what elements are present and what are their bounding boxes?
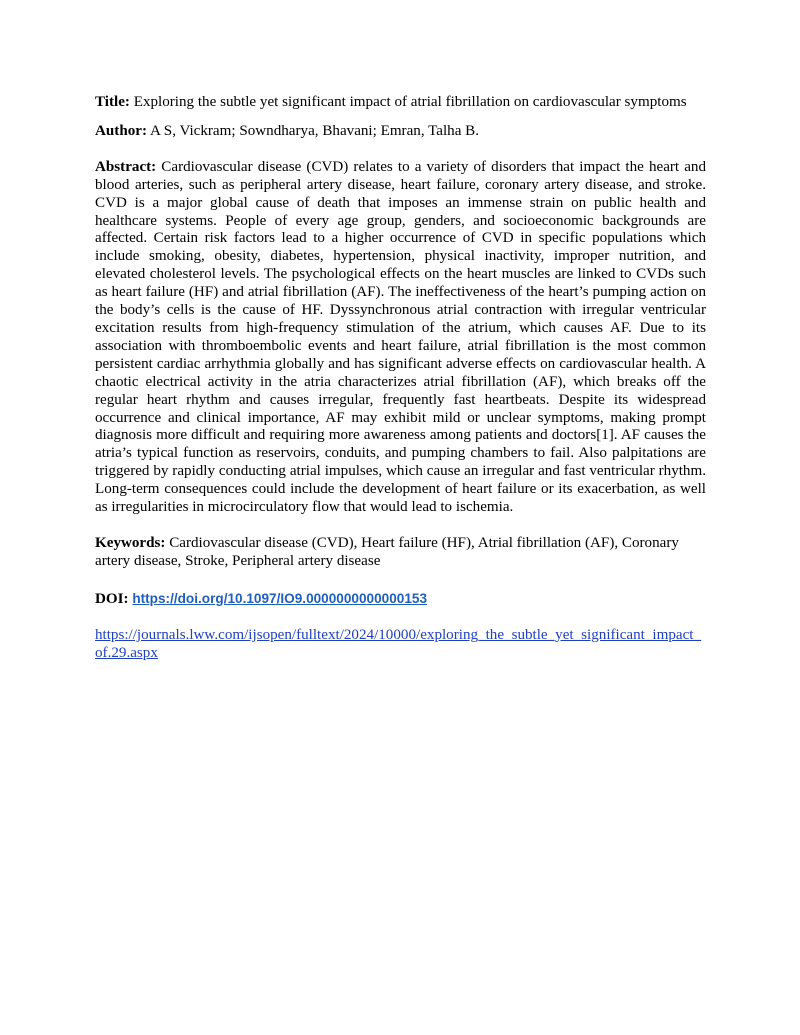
document-page — [95, 94, 706, 662]
doi-label: DOI: — [95, 590, 129, 607]
source-url-link[interactable]: https://journals.lww.com/ijsopen/fulltext/2024/10000/exploring_the_subtle_yet_significant_impact_of.29.aspx — [95, 626, 702, 661]
author-label: Author: — [95, 122, 147, 139]
abstract-text: Cardiovascular disease (CVD) relates to a variety of disorders that impact the heart and blood arteries, such as peripheral artery disease, heart failure, coronary artery disease, and stroke. CVD is a major global cause of death that imposes an immense strain on public health and healthcare systems. People of every age group, genders, and socioeconomic backgrounds are affected. Certain risk factors lead to a higher occurrence of CVD in specific populations which include smoking, obesity, diabetes, hypertension, physical inactivity, improper nutrition, and elevated cholesterol levels. The psychological effects on the heart muscles are linked to CVDs such as heart failure (HF) and atrial fibrillation (AF). The ineffectiveness of the heart’s pumping action on the body’s cells is the cause of HF. Dyssynchronous atrial contraction with irregular ventricular excitation results from high-frequency stimulation of the atrium, which causes AF. Due to its association with thromboembolic events and heart failure, atrial fibrillation is the most common persistent cardiac arrhythmia globally and has significant adverse effects on cardiovascular health. A chaotic electrical activity in the atria characterizes atrial fibrillation (AF), which breaks off the regular heart rhythm and causes irregular, frequently fast heartbeats. Despite its widespread occurrence and clinical importance, AF may exhibit mild or unclear symptoms, making prompt diagnosis more difficult and requiring more awareness among patients and doctors[1]. AF causes the atria’s typical function as reservoirs, conduits, and pumping chambers to fail. Also palpitations are triggered by rapidly conducting atrial impulses, which cause an irregular and fast ventricular rhythm. Long-term consequences could include the development of heart failure or its exacerbation, as well as irregularities in microcirculatory flow that would lead to ischemia. — [95, 158, 706, 516]
doi-line — [95, 590, 706, 609]
keywords-label: Keywords: — [95, 534, 166, 551]
author-line — [95, 123, 706, 141]
source-url-line — [95, 627, 706, 663]
keywords-text: Cardiovascular disease (CVD), Heart failure (HF), Atrial fibrillation (AF), Coronary artery disease, Stroke, Peripheral artery disease — [95, 534, 679, 569]
title-label: Title: — [95, 94, 130, 110]
abstract-label: Abstract: — [95, 158, 157, 175]
keywords-line — [95, 535, 706, 571]
title-line — [95, 94, 706, 112]
abstract-paragraph — [95, 159, 706, 517]
doi-link[interactable]: https://doi.org/10.1097/IO9.0000000000000153 — [132, 590, 428, 606]
title-text: Exploring the subtle yet significant impact of atrial fibrillation on cardiovascular symptoms — [133, 94, 687, 110]
author-text: A S, Vickram; Sowndharya, Bhavani; Emran, Talha B. — [149, 122, 480, 139]
